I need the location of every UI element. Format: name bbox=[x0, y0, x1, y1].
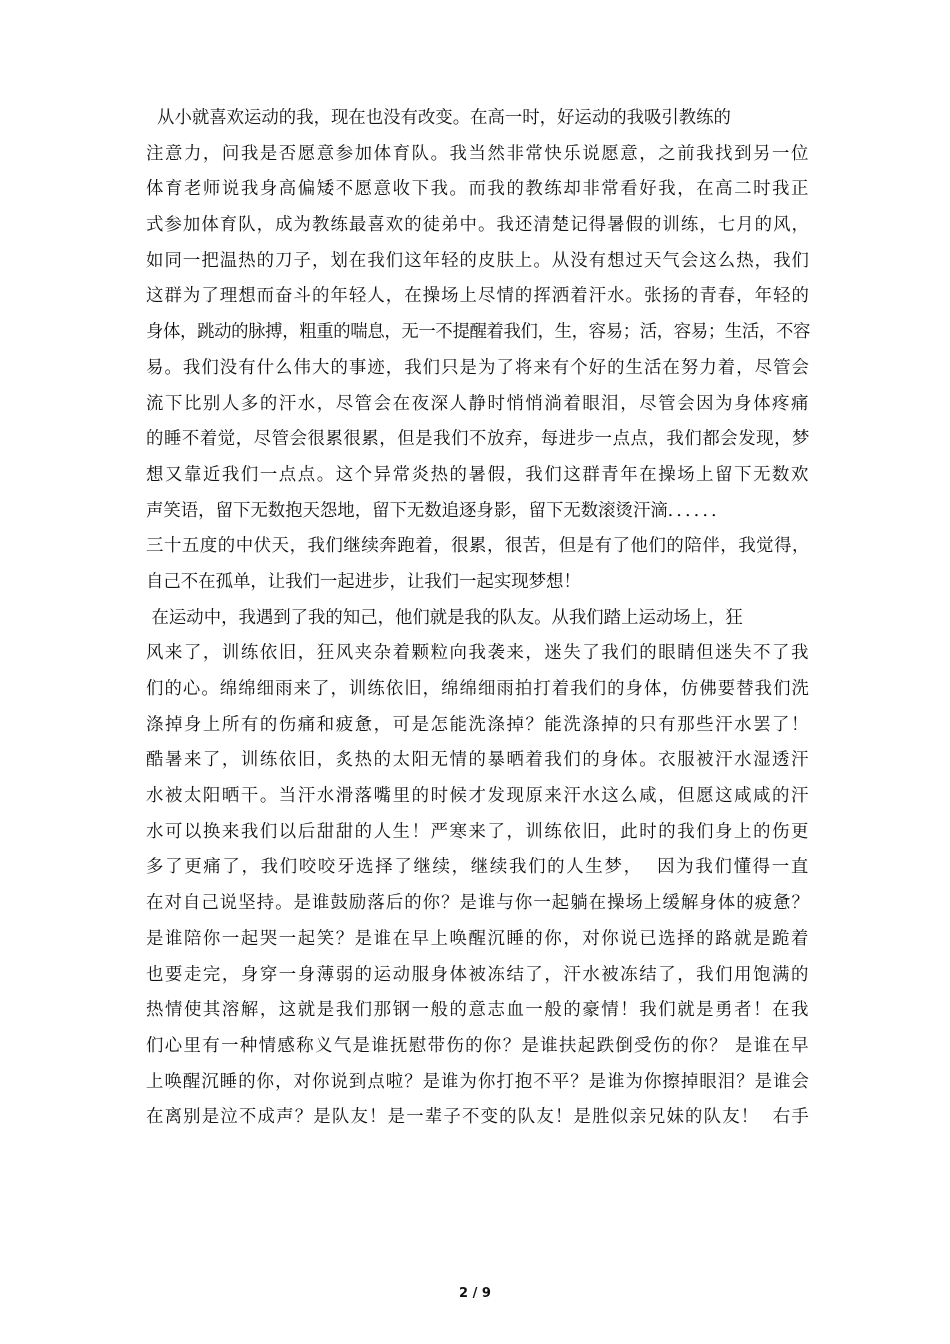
text-line: 体育老师说我身高偏矮不愿意收下我。而我的教练却非常看好我，在高二时我正 bbox=[146, 179, 810, 200]
text-line: 涤掉身上所有的伤痛和疲惫，可是怎能洗涤掉？能洗涤掉的只有那些汗水罢了！ bbox=[146, 714, 810, 735]
body-text bbox=[146, 101, 810, 1136]
text-line: 们心里有一种情感称义气是谁抚慰带伤的你？是谁扶起跌倒受伤的你？ 是谁在早 bbox=[146, 1035, 810, 1056]
text-line: 式参加体育队，成为教练最喜欢的徒弟中。我还清楚记得暑假的训练，七月的风， bbox=[146, 215, 810, 236]
text-line: 酷暑来了，训练依旧，炙热的太阳无情的暴晒着我们的身体。衣服被汗水湿透汗 bbox=[146, 750, 810, 771]
text-line: 在对自己说坚持。是谁鼓励落后的你？是谁与你一起躺在操场上缓解身体的疲惫？ bbox=[146, 893, 810, 914]
text-line: 水被太阳晒干。当汗水滑落嘴里的时候才发现原来汗水这么咸，但愿这咸咸的汗 bbox=[146, 786, 810, 807]
text-line: 从小就喜欢运动的我，现在也没有改变。在高一时，好运动的我吸引教练的 bbox=[146, 108, 731, 128]
text-line: 的睡不着觉，尽管会很累很累，但是我们不放弃，每进步一点点，我们都会发现，梦 bbox=[146, 429, 810, 450]
text-line: 是谁陪你一起哭一起笑？是谁在早上唤醒沉睡的你，对你说已选择的路就是跪着 bbox=[146, 928, 810, 949]
text-line: 风来了，训练依旧，狂风夹杂着颗粒向我袭来，迷失了我们的眼睛但迷失不了我 bbox=[146, 643, 810, 664]
text-line: 这群为了理想而奋斗的年轻人，在操场上尽情的挥洒着汗水。张扬的青春，年轻的 bbox=[146, 286, 810, 307]
text-line: 也要走完，身穿一身薄弱的运动服身体被冻结了，汗水被冻结了，我们用饱满的 bbox=[146, 964, 810, 985]
text-line: 上唤醒沉睡的你，对你说到点啦？是谁为你打抱不平？是谁为你擦掉眼泪？是谁会 bbox=[146, 1071, 810, 1092]
text-line: 在运动中，我遇到了我的知己，他们就是我的队友。从我们踏上运动场上，狂 bbox=[146, 607, 743, 628]
text-line: 们的心。绵绵细雨来了，训练依旧，绵绵细雨拍打着我们的身体，仿佛要替我们洗 bbox=[146, 679, 810, 699]
text-line: 身体，跳动的脉搏，粗重的喘息，无一不提醒着我们，生，容易；活，容易；生活，不容 bbox=[146, 322, 810, 343]
text-line: 易。我们没有什么伟大的事迹，我们只是为了将来有个好的生活在努力着，尽管会 bbox=[146, 357, 810, 378]
text-line: 声笑语，留下无数抱天怨地，留下无数追逐身影，留下无数滚烫汗滴．．．．．． bbox=[146, 500, 729, 521]
text-line: 注意力，问我是否愿意参加体育队。我当然非常快乐说愿意，之前我找到另一位 bbox=[146, 143, 810, 164]
text-line: 水可以换来我们以后甜甜的人生！严寒来了，训练依旧，此时的我们身上的伤更 bbox=[146, 821, 810, 842]
text-line: 如同一把温热的刀子，划在我们这年轻的皮肤上。从没有想过天气会这么热，我们 bbox=[146, 250, 810, 271]
text-line: 想又靠近我们一点点。这个异常炎热的暑假，我们这群青年在操场上留下无数欢 bbox=[146, 464, 810, 485]
text-line: 三十五度的中伏天，我们继续奔跑着，很累，很苦，但是有了他们的陪伴，我觉得， bbox=[146, 536, 810, 557]
text-line: 多了更痛了，我们咬咬牙选择了继续，继续我们的人生梦， 因为我们懂得一直 bbox=[146, 857, 810, 878]
text-line: 在离别是泣不成声？是队友！是一辈子不变的队友！是胜似亲兄妹的队友！ 右手 bbox=[146, 1107, 810, 1128]
text-line: 热情使其溶解，这就是我们那钢一般的意志血一般的豪情！我们就是勇者！在我 bbox=[146, 1000, 810, 1021]
text-line: 自己不在孤单，让我们一起进步，让我们一起实现梦想！ bbox=[146, 571, 581, 592]
text-line: 流下比别人多的汗水，尽管会在夜深人静时悄悄淌着眼泪，尽管会因为身体疼痛 bbox=[146, 393, 810, 414]
page-number: 2 / 9 bbox=[459, 1286, 491, 1301]
